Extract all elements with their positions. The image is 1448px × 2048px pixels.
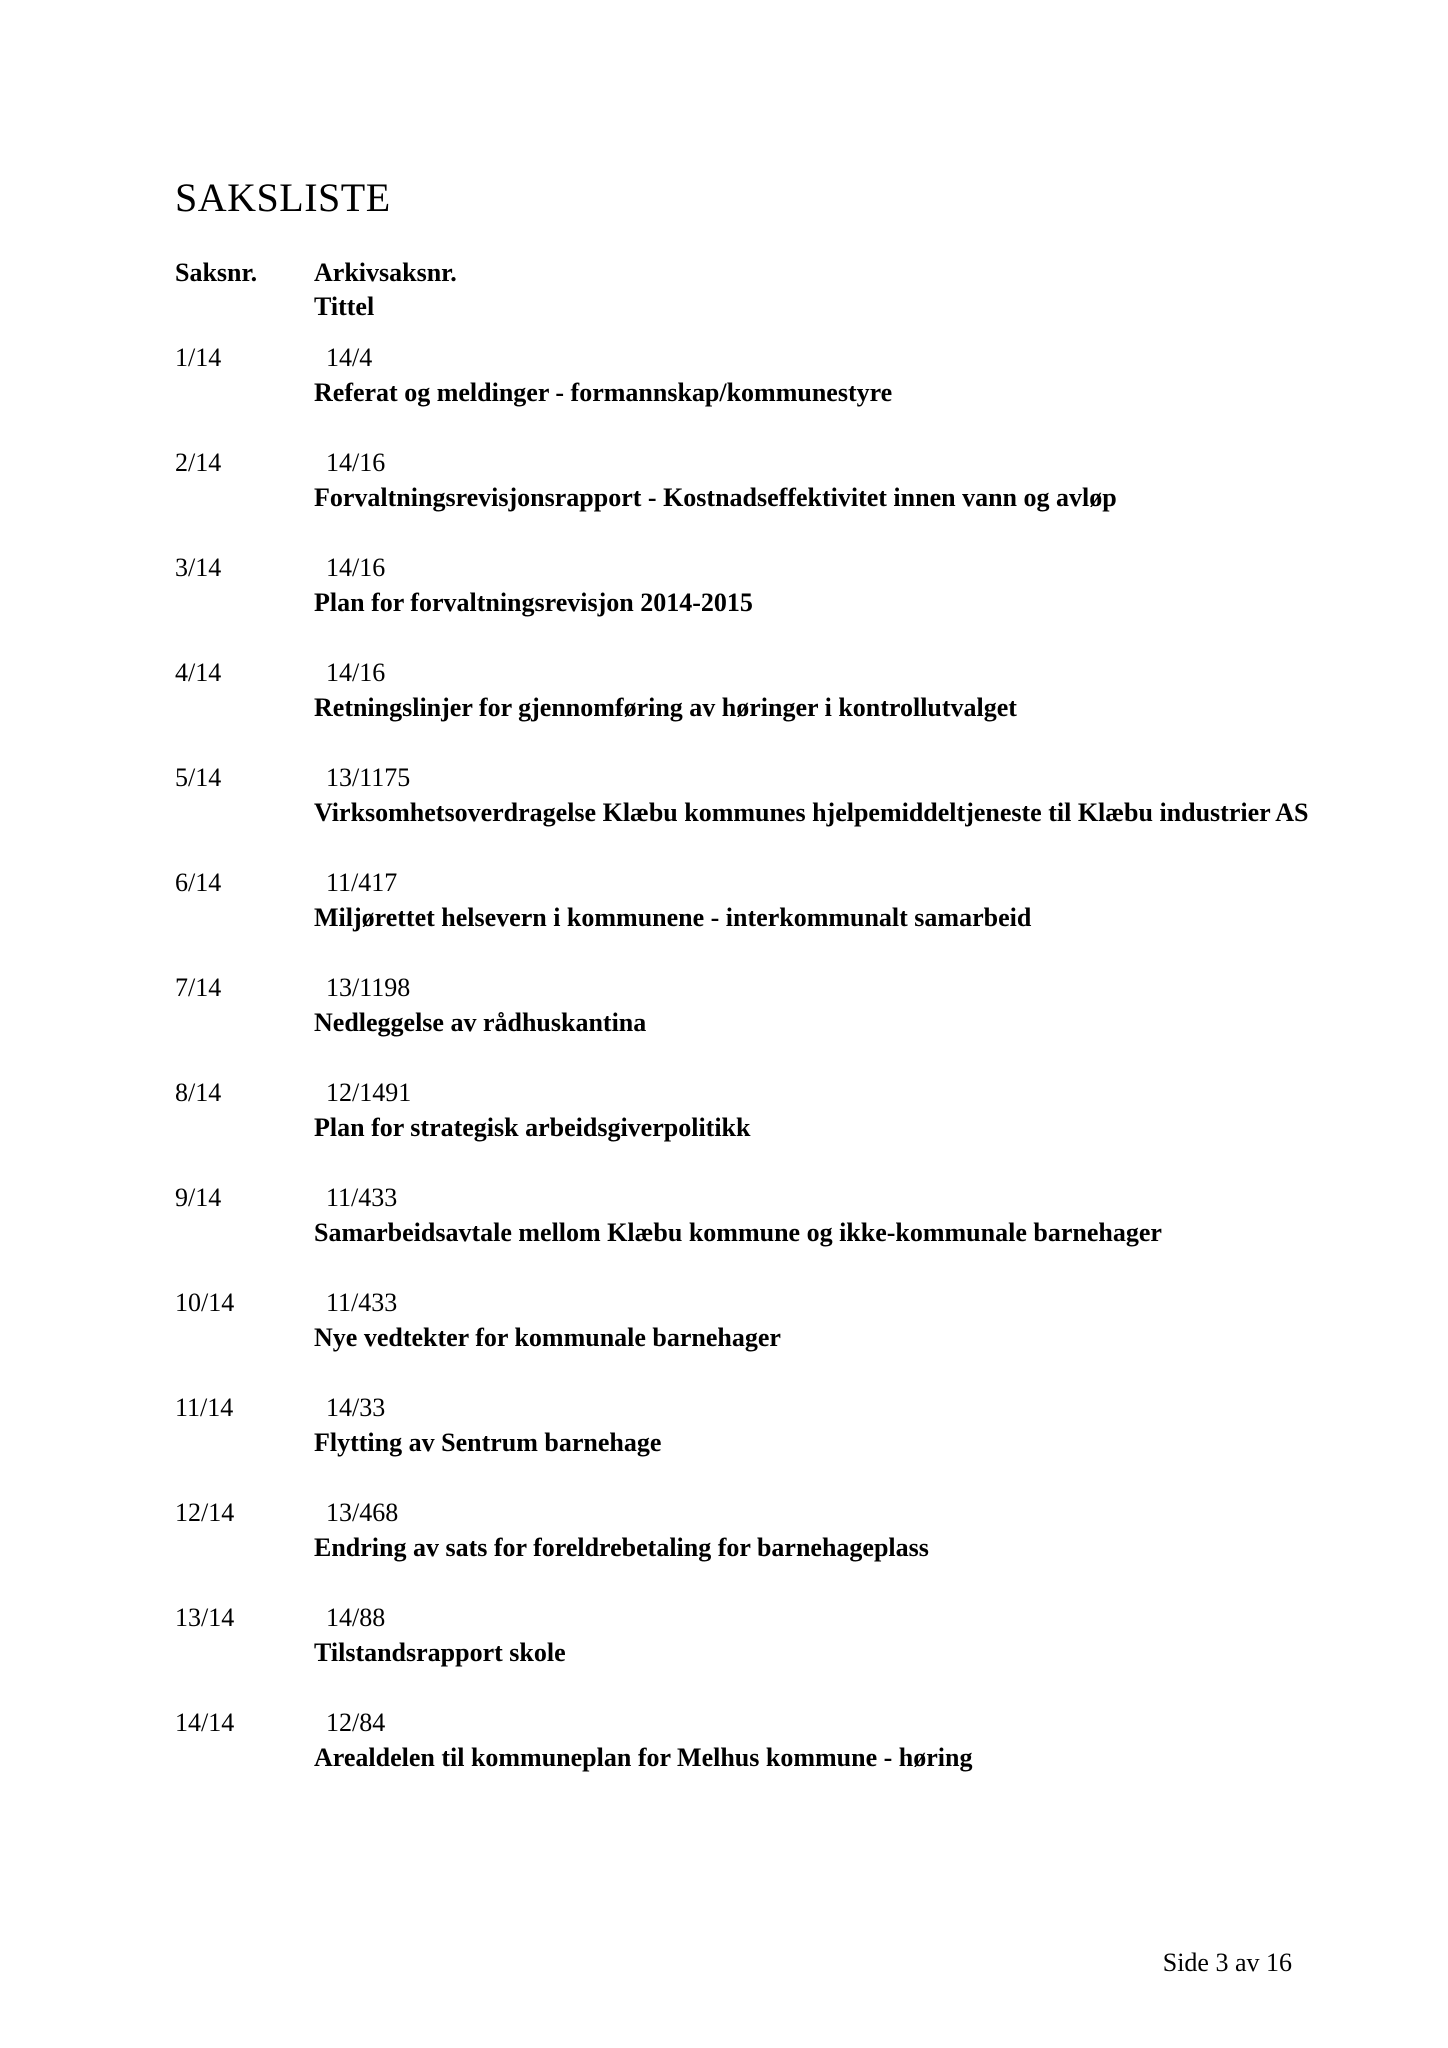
item-saksnr: 8/14: [175, 1078, 222, 1107]
item-saksnr: 2/14: [175, 448, 222, 477]
item-arkivsaksnr: 12/84: [326, 1708, 386, 1737]
item-tittel: Virksomhetsoverdragelse Klæbu kommunes hjelpemiddeltjeneste til Klæbu industrier AS: [314, 798, 1309, 827]
item-saksnr: 3/14: [175, 553, 222, 582]
list-item: [175, 1180, 1325, 1250]
item-arkivsaksnr: 13/468: [326, 1498, 399, 1527]
item-saksnr: 11/14: [175, 1393, 234, 1422]
item-arkivsaksnr: 14/16: [326, 553, 386, 582]
list-item: [175, 1495, 1325, 1565]
item-arkivsaksnr: 13/1175: [326, 763, 411, 792]
item-tittel: Referat og meldinger - formannskap/kommunestyre: [314, 378, 893, 407]
item-arkivsaksnr: 12/1491: [326, 1078, 412, 1107]
list-item: [175, 1285, 1325, 1355]
item-tittel: Plan for strategisk arbeidsgiverpolitikk: [314, 1113, 751, 1142]
list-item: [175, 445, 1325, 515]
item-saksnr: 9/14: [175, 1183, 222, 1212]
list-item: [175, 970, 1325, 1040]
list-item: [175, 1390, 1325, 1460]
item-tittel: Endring av sats for foreldrebetaling for barnehageplass: [314, 1533, 929, 1562]
item-saksnr: 14/14: [175, 1708, 235, 1737]
item-saksnr: 5/14: [175, 763, 222, 792]
list-item: [175, 865, 1325, 935]
list-item: [175, 340, 1325, 410]
list-item: [175, 550, 1325, 620]
item-tittel: Nedleggelse av rådhuskantina: [314, 1008, 647, 1037]
item-arkivsaksnr: 11/433: [326, 1183, 398, 1212]
item-saksnr: 1/14: [175, 343, 222, 372]
list-item: [175, 1600, 1325, 1670]
item-arkivsaksnr: 14/4: [326, 343, 373, 372]
item-arkivsaksnr: 14/33: [326, 1393, 386, 1422]
item-tittel: Flytting av Sentrum barnehage: [314, 1428, 662, 1457]
item-tittel: Miljørettet helsevern i kommunene - interkommunalt samarbeid: [314, 903, 1032, 932]
item-tittel: Arealdelen til kommuneplan for Melhus kommune - høring: [314, 1743, 973, 1772]
item-saksnr: 13/14: [175, 1603, 235, 1632]
item-saksnr: 10/14: [175, 1288, 235, 1317]
page-title: SAKSLISTE: [175, 175, 391, 220]
item-saksnr: 6/14: [175, 868, 222, 897]
item-arkivsaksnr: 14/16: [326, 658, 386, 687]
item-saksnr: 4/14: [175, 658, 222, 687]
page-number: Side 3 av 16: [1162, 1948, 1292, 1977]
item-tittel: Retningslinjer for gjennomføring av høringer i kontrollutvalget: [314, 693, 1017, 722]
case-list: [175, 340, 1325, 1810]
item-tittel: Nye vedtekter for kommunale barnehager: [314, 1323, 781, 1352]
item-arkivsaksnr: 11/433: [326, 1288, 398, 1317]
list-item: [175, 1075, 1325, 1145]
item-tittel: Tilstandsrapport skole: [314, 1638, 566, 1667]
item-saksnr: 12/14: [175, 1498, 235, 1527]
item-arkivsaksnr: 14/16: [326, 448, 386, 477]
item-tittel: Forvaltningsrevisjonsrapport - Kostnadseffektivitet innen vann og avløp: [314, 483, 1117, 512]
item-tittel: Samarbeidsavtale mellom Klæbu kommune og ikke-kommunale barnehager: [314, 1218, 1162, 1247]
item-tittel: Plan for forvaltningsrevisjon 2014-2015: [314, 588, 753, 617]
list-item: [175, 1705, 1325, 1775]
item-saksnr: 7/14: [175, 973, 222, 1002]
header-tittel: Tittel: [314, 292, 375, 321]
item-arkivsaksnr: 11/417: [326, 868, 398, 897]
item-arkivsaksnr: 14/88: [326, 1603, 386, 1632]
list-item: [175, 655, 1325, 725]
header-saksnr: Saksnr.: [175, 258, 258, 287]
item-arkivsaksnr: 13/1198: [326, 973, 411, 1002]
header-arkivsaksnr: Arkivsaksnr.: [314, 258, 457, 287]
list-item: [175, 760, 1325, 830]
